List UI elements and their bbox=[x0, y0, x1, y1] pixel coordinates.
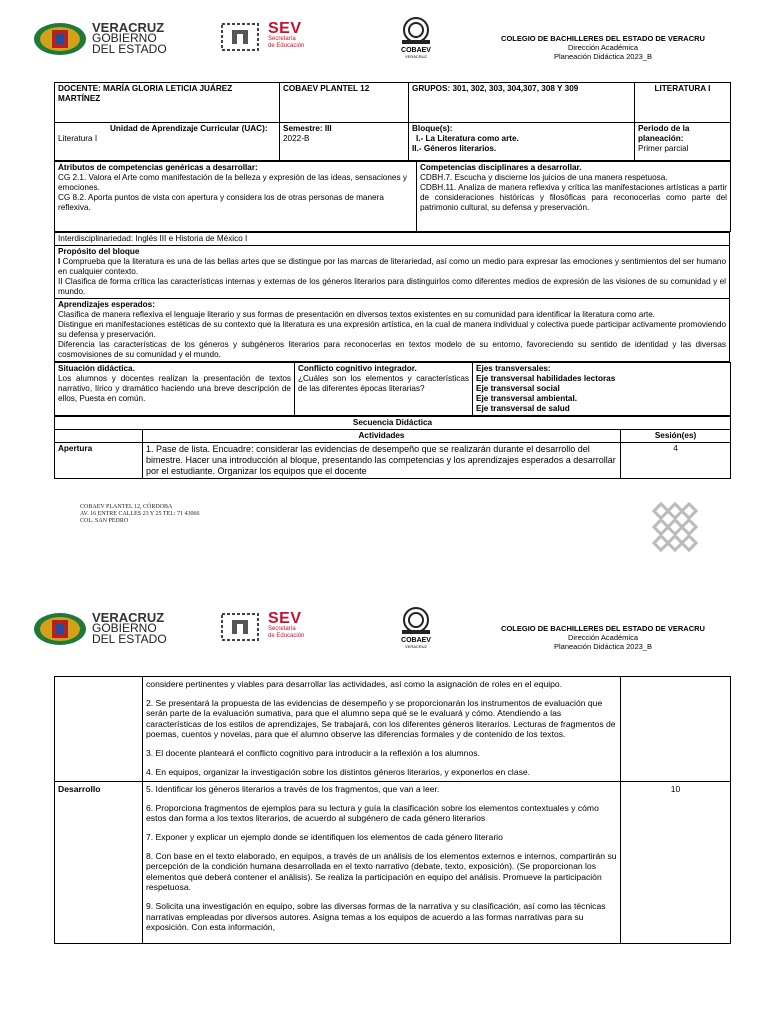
desarrollo-activity-9: 9. Solicita una investigación en equipo, sobre las diversas formas de la narrativa y su clasificación, así como las técnicas narrativas empleadas por diversos autores. Asigna temas a los equipos de acuerdo a las formas narrativas para su exposición. Con esta información, bbox=[146, 900, 606, 933]
ejes-cell bbox=[473, 363, 731, 416]
plantel-cell: COBAEV PLANTEL 12 bbox=[280, 83, 409, 123]
aprendizajes-item: Diferencia las características de los géneros y subgéneros literarios para reconocerlas en textos modelo de su entorno, favoreciendo su sentido de identidad y las diversas cosmovisiones de su comunidad y el mundo. bbox=[58, 340, 726, 359]
veracruz-coat-of-arms-icon bbox=[32, 612, 88, 646]
sev-emblem-icon bbox=[218, 612, 262, 642]
institution-name: COLEGIO DE BACHILLERES DEL ESTADO DE VERACRU bbox=[501, 624, 705, 633]
docente-cell: DOCENTE: MARÍA GLORIA LETICIA JUÁREZ MARTÍNEZ bbox=[55, 83, 280, 123]
bloque-2: II.- Géneros literarios. bbox=[412, 144, 497, 153]
page-header bbox=[0, 590, 768, 662]
desarrollo-activity-6: 6. Proporciona fragmentos de ejemplos para su lectura y guía la clasificación sobre los elementos contextuales y cómo estos dan forma a los textos literarios, de acuerdo al subgénero de cada género literarios bbox=[146, 802, 599, 824]
apertura-activity-3: 3. El docente planteará el conflicto cognitivo para introducir a la reflexión a los alumnos. bbox=[146, 747, 480, 758]
proposito-item bbox=[58, 257, 726, 277]
bloque-cell bbox=[409, 123, 635, 161]
semestre-cell bbox=[280, 123, 409, 161]
page-gap bbox=[0, 560, 768, 590]
atributos-item: CG 8.2. Aporta puntos de vista con apertura y considera los de otras personas de manera reflexiva. bbox=[58, 193, 384, 212]
situacion-title: Situación didáctica. bbox=[58, 364, 135, 373]
plan-name: Planeación Didáctica 2023_B bbox=[554, 642, 652, 651]
ejes-item: Eje transversal ambiental. bbox=[476, 394, 578, 403]
apertura-activity-2: 2. Se presentará la propuesta de las evidencias de desempeño y se proporcionarán los instrumentos de evaluación que serán parte de la evaluación sumativa, para que el alumno sepa qué se le evaluará y cómo. Atendiendo a las características de los estilos de aprendizajes, Se trabajará, con los diferentes géneros literarios. Lecturas de fragmentos de poemas, cuentos y novelas, para que el alumno observe las diferencias formales y de contenido de los textos. bbox=[146, 697, 616, 740]
apertura-sesiones: 4 bbox=[621, 443, 731, 479]
proposito-cell bbox=[55, 246, 730, 299]
periodo-value: Primer parcial bbox=[638, 144, 689, 153]
apertura-activities-cont bbox=[143, 677, 621, 782]
competencias-item: CDBH.7. Escucha y discierne los juicios de una manera respetuosa. bbox=[420, 173, 668, 182]
cobaev-logo-text: COBAEV bbox=[401, 637, 431, 644]
periodo-cell bbox=[635, 123, 731, 161]
direction-name: Dirección Académica bbox=[567, 633, 639, 642]
plan-name: Planeación Didáctica 2023_B bbox=[554, 52, 652, 61]
apertura-label: Apertura bbox=[55, 443, 143, 479]
desarrollo-activity-5: 5. Identificar los géneros literarios a través de los fragmentos, que van a leer. bbox=[146, 784, 440, 795]
col-sesion: Sesión(es) bbox=[621, 430, 731, 443]
apertura-label-cont bbox=[55, 677, 143, 782]
proposito-table bbox=[54, 232, 730, 362]
desarrollo-sesiones: 10 bbox=[621, 782, 731, 944]
footer-line2: AV. 16 ENTRE CALLES 23 Y 25 TEL: 71 43066 bbox=[80, 511, 200, 517]
competencias-item: CDBH.11. Analiza de manera reflexiva y crítica las manifestaciones artísticas a partir de consideraciones históricas y filosóficas para reconocerlas como parte del patrimonio cultural, su defensa y preservación. bbox=[420, 183, 727, 212]
cobaev-logo-icon bbox=[396, 16, 436, 60]
conflicto-cell bbox=[295, 363, 473, 416]
col-actividades: Actividades bbox=[143, 430, 621, 443]
page-footer bbox=[80, 504, 200, 525]
desarrollo-label: Desarrollo bbox=[55, 782, 143, 944]
identification-table bbox=[54, 82, 731, 161]
sev-sub2: de Educación bbox=[268, 43, 305, 49]
sev-emblem-icon bbox=[218, 22, 262, 52]
ejes-title: Ejes transversales: bbox=[476, 364, 551, 373]
cobaev-logo-text: COBAEV bbox=[401, 47, 431, 54]
cobaev-logo-icon bbox=[396, 606, 436, 650]
sev-title: SEV bbox=[268, 610, 302, 627]
competencias-title: Competencias disciplinares a desarrollar. bbox=[420, 163, 582, 172]
veracruz-line2: GOBIERNO bbox=[92, 31, 157, 45]
institution-block bbox=[478, 624, 728, 651]
periodo-label: Periodo de la planeación: bbox=[638, 124, 690, 143]
veracruz-wordmark bbox=[92, 612, 167, 645]
competencias-cell bbox=[417, 162, 731, 232]
sev-title: SEV bbox=[268, 20, 302, 37]
apertura-sesiones-cont bbox=[621, 677, 731, 782]
uac-cell bbox=[55, 123, 280, 161]
sev-sub2: de Educación bbox=[268, 633, 305, 639]
institution-name: COLEGIO DE BACHILLERES DEL ESTADO DE VERACRU bbox=[501, 34, 705, 43]
secuencia-title: Secuencia Didáctica bbox=[55, 417, 731, 430]
conflicto-title: Conflicto cognitivo integrador. bbox=[298, 364, 417, 373]
proposito-item: II Clasifica de forma crítica las características internas y externas de los géneros literarios para distinguirlos como diferentes medios de expresión de las visiones de su comunidad y el mundo. bbox=[58, 277, 726, 296]
bloque-label: Bloque(s): bbox=[412, 124, 453, 133]
page-header bbox=[0, 0, 768, 72]
atributos-item: CG 2.1. Valora el Arte como manifestación de la belleza y expresión de las ideas, sensaciones y emociones. bbox=[58, 173, 407, 192]
direction-name: Dirección Académica bbox=[567, 43, 639, 52]
secuencia-blank-header bbox=[55, 430, 143, 443]
sev-sub1: Secretaría bbox=[268, 626, 296, 632]
institution-block bbox=[478, 34, 728, 61]
secuencia-table-continued bbox=[54, 676, 731, 944]
veracruz-line3: DEL ESTADO bbox=[92, 632, 167, 646]
atributos-cell bbox=[55, 162, 417, 232]
semestre-value: 2022-B bbox=[283, 134, 310, 143]
secuencia-continuation bbox=[54, 676, 730, 944]
atributos-title: Atributos de competencias genéricas a desarrollar: bbox=[58, 163, 258, 172]
veracruz-line1: VERACRUZ bbox=[92, 20, 165, 35]
semestre-label: Semestre: III bbox=[283, 124, 332, 133]
apertura-activity-1: 1. Pase de lista. Encuadre: considerar las evidencias de desempeño que se realizarán durante el desarrollo del bimestre. Hacer una introducción al bloque, presentando las competencias y los aprendizajes esperados a desarrollar por el estudiante. Organizar los equipos que el docente bbox=[143, 443, 621, 479]
veracruz-line2: GOBIERNO bbox=[92, 621, 157, 635]
aprendizajes-cell bbox=[55, 299, 730, 362]
materia-cell: LITERATURA I bbox=[635, 83, 731, 123]
veracruz-coat-of-arms-icon bbox=[32, 22, 88, 56]
knot-ornament-icon bbox=[648, 500, 698, 556]
grupos-cell: GRUPOS: 301, 302, 303, 304,307, 308 Y 309 bbox=[409, 83, 635, 123]
proposito-text: Comprueba que la literatura es una de las bellas artes que se distingue por las marcas de literariedad, así como un medio para expresar las emociones y sentimientos del ser humano en cualquier contexto. bbox=[58, 257, 726, 276]
aprendizajes-item: Clasifica de manera reflexiva el lenguaje literario y sus formas de presentación en diversos textos existentes en su comunidad para identificar la literatura como arte. bbox=[58, 310, 656, 319]
aprendizajes-title: Aprendizajes esperados: bbox=[58, 300, 155, 309]
situacion-text: Los alumnos y docentes realizan la presentación de textos narrativo, lírico y dramático haciendo una breve descripción de ellos, Puesta en común. bbox=[58, 374, 291, 403]
competencias-table bbox=[54, 161, 731, 232]
ejes-item: Eje transversal social bbox=[476, 384, 560, 393]
ejes-item: Eje transversal habilidades lectoras bbox=[476, 374, 616, 383]
aprendizajes-item: Distingue en manifestaciones estéticas de su contexto que la literatura es una expresión artística, en la cual de manera individual y colectiva puede participar activamente promoviendo su defensa y preservación. bbox=[58, 320, 726, 339]
sev-wordmark bbox=[268, 612, 304, 640]
cobaev-logo-sub: VERACRUZ bbox=[404, 644, 428, 649]
interdisciplinariedad-cell: Interdisciplinariedad: Inglés III e Historia de México I bbox=[55, 233, 730, 246]
proposito-title: Propósito del bloque bbox=[58, 247, 140, 256]
uac-value: Literatura I bbox=[58, 134, 98, 143]
veracruz-wordmark bbox=[92, 22, 167, 55]
veracruz-line3: DEL ESTADO bbox=[92, 42, 167, 56]
sev-wordmark bbox=[268, 22, 304, 50]
ejes-item: Eje transversal de salud bbox=[476, 404, 570, 413]
sev-sub1: Secretaría bbox=[268, 36, 296, 42]
desarrollo-activity-8: 8. Con base en el texto elaborado, en equipos, a través de un análisis de los elementos externos e internos, compartirán su percepción de la condición humana desarrollada en el texto narrativo (debate, texto, exposición). (Se proporcionan los elementos que deberá contener el análisis). Se realiza la participación en equipo del análisis. Promueve la participación respetuosa. bbox=[146, 850, 617, 893]
apertura-activity-1-cont: considere pertinentes y viables para desarrollar las actividades, así como la asignación de roles en el equipo. bbox=[146, 679, 563, 689]
planning-table bbox=[54, 82, 730, 479]
page-2 bbox=[0, 590, 768, 1024]
footer-line1: COBAEV PLANTEL 12, CÓRDOBA bbox=[80, 504, 173, 510]
veracruz-line1: VERACRUZ bbox=[92, 610, 165, 625]
conflicto-text: ¿Cuáles son los elementos y características de las diferentes épocas literarias? bbox=[298, 374, 469, 393]
footer-line3: COL. SAN PEDRO bbox=[80, 518, 129, 524]
apertura-activity-4: 4. En equipos, organizar la investigación sobre los distintos géneros literarios, y exponerlos en clase. bbox=[146, 766, 531, 777]
cobaev-logo-sub: VERACRUZ bbox=[404, 54, 428, 59]
secuencia-table bbox=[54, 416, 731, 479]
proposito-lead: I bbox=[58, 257, 61, 266]
bloque-1: I.- La Literatura como arte. bbox=[416, 134, 519, 143]
situacion-cell bbox=[55, 363, 295, 416]
desarrollo-activities bbox=[143, 782, 621, 944]
situacion-table bbox=[54, 362, 731, 416]
desarrollo-activity-7: 7. Exponer y explicar un ejemplo donde se identifiquen los elementos de cada género literario bbox=[146, 831, 503, 842]
uac-label: Unidad de Aprendizaje Curricular (UAC): bbox=[110, 124, 268, 133]
